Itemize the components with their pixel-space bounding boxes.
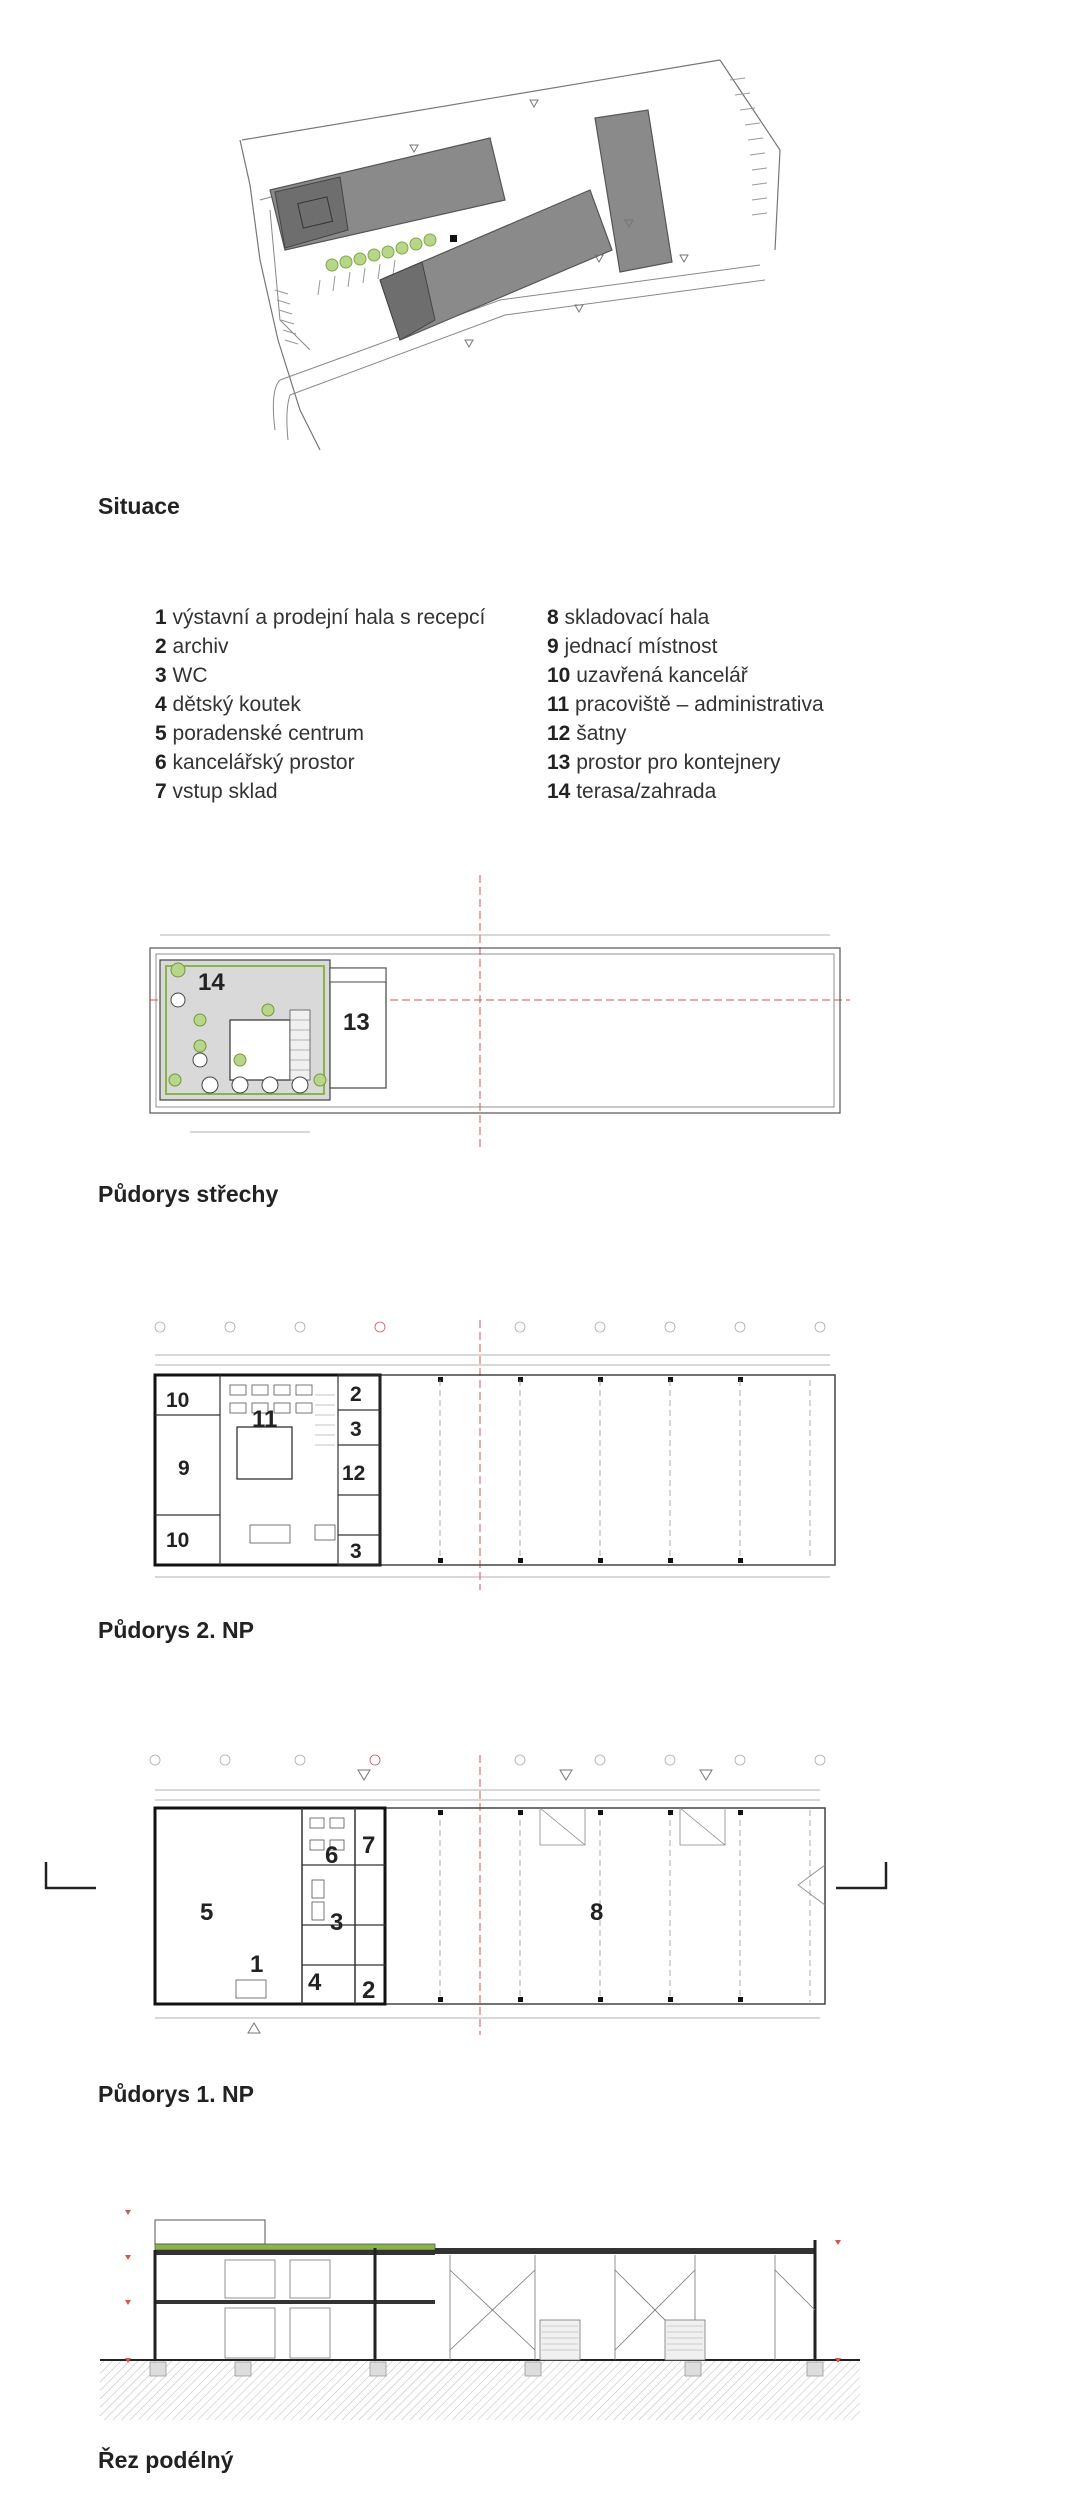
floor1-label-5: 5 [200, 1899, 214, 1926]
legend-item: 2 archiv [155, 635, 229, 658]
legend-item: 4 dětský koutek [155, 693, 301, 716]
legend-right [547, 603, 824, 806]
section-drawing [95, 2200, 865, 2425]
legend-item: 5 poradenské centrum [155, 722, 364, 745]
caption-section: Řez podélný [98, 2447, 234, 2473]
floor2-label-3: 3 [350, 1418, 362, 1441]
floor2-label-12: 12 [342, 1462, 366, 1485]
legend-item: 12 šatny [547, 722, 627, 745]
floor2-plan-drawing [140, 1315, 860, 1595]
legend-item: 10 uzavřená kancelář [547, 664, 748, 687]
floor1-label-1: 1 [250, 1951, 264, 1978]
floor2-label-9: 9 [178, 1457, 190, 1480]
floor2-label-3b: 3 [350, 1540, 362, 1563]
legend-item: 11 pracoviště – administrativa [547, 693, 824, 716]
floor1-label-4: 4 [308, 1969, 322, 1996]
floor2-label-2: 2 [350, 1383, 362, 1406]
legend-item: 7 vstup sklad [155, 780, 278, 803]
floor1-label-2: 2 [362, 1977, 376, 2004]
floor2-label-10b: 10 [166, 1529, 190, 1552]
caption-situace: Situace [98, 493, 180, 519]
legend-item: 14 terasa/zahrada [547, 780, 717, 803]
caption-floor1: Půdorys 1. NP [98, 2081, 254, 2107]
legend-item: 8 skladovací hala [547, 606, 710, 629]
floor1-label-7: 7 [362, 1832, 376, 1859]
legend-item: 13 prostor pro kontejnery [547, 751, 781, 774]
floor1-label-6: 6 [325, 1842, 339, 1869]
caption-roof: Půdorys střechy [98, 1181, 279, 1207]
floor1-label-8: 8 [590, 1899, 604, 1926]
legend-item: 6 kancelářský prostor [155, 751, 355, 774]
legend-item: 1 výstavní a prodejní hala s recepcí [155, 606, 486, 629]
legend-left [155, 603, 485, 806]
roof-plan-drawing [130, 870, 870, 1160]
floor2-label-10a: 10 [166, 1389, 190, 1412]
legend-item: 3 WC [155, 664, 208, 687]
roof-label-14: 14 [198, 969, 225, 996]
floor1-label-3: 3 [330, 1909, 344, 1936]
caption-floor2: Půdorys 2. NP [98, 1617, 254, 1643]
floor1-plan-drawing [40, 1750, 900, 2040]
roof-label-13: 13 [343, 1009, 370, 1036]
legend-item: 9 jednací místnost [547, 635, 718, 658]
site-plan-drawing [200, 50, 790, 470]
floor2-label-11: 11 [252, 1406, 278, 1433]
